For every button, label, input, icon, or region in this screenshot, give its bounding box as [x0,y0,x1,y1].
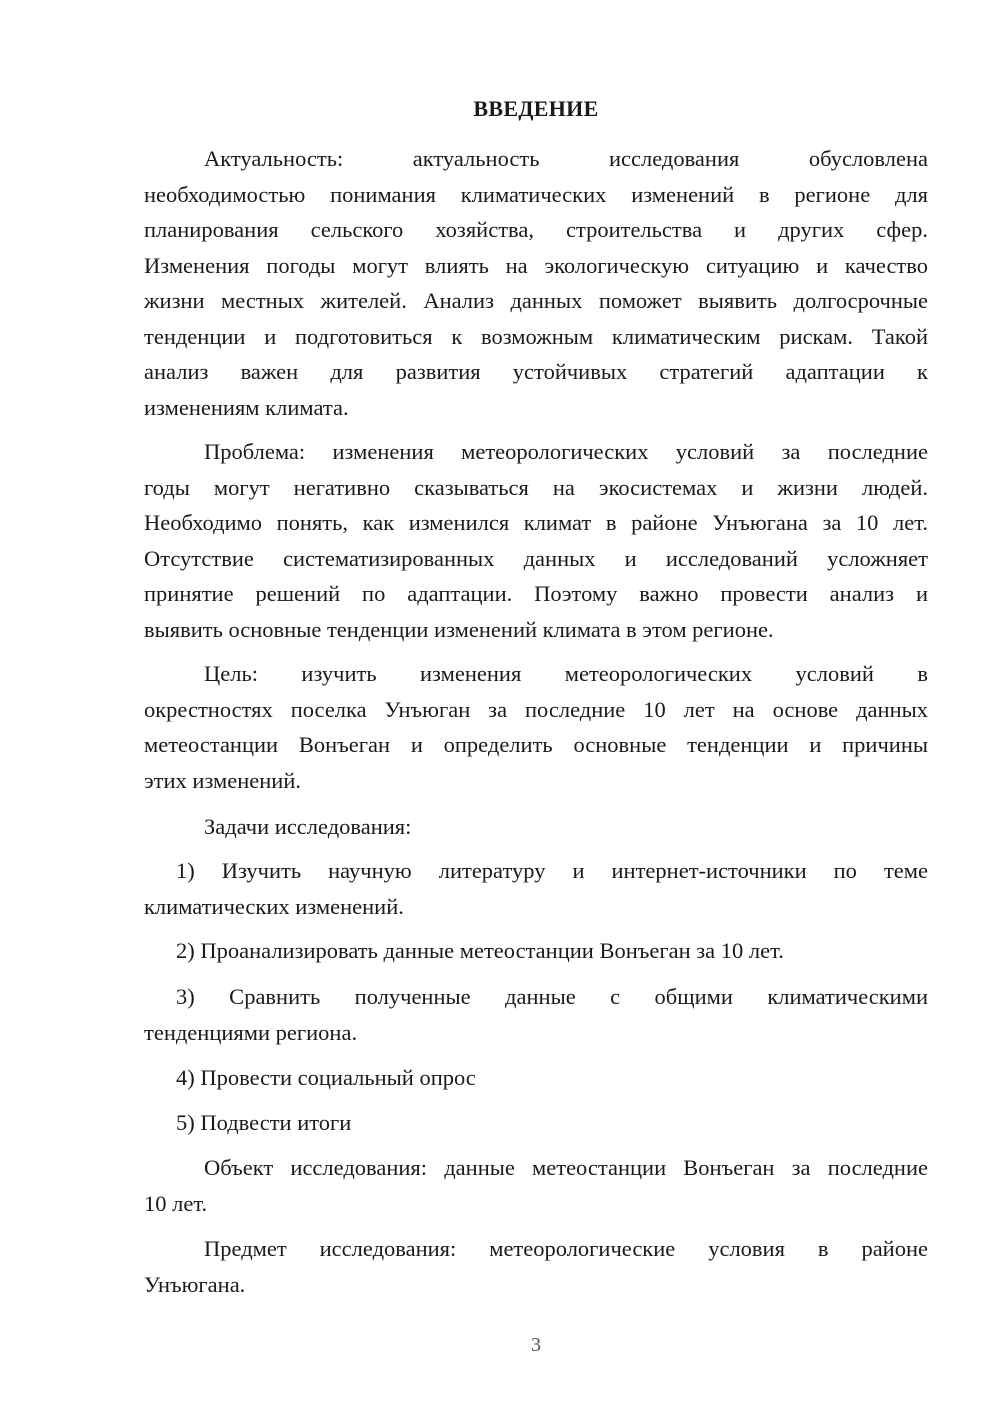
section-title: ВВЕДЕНИЕ [473,96,599,121]
tasks-heading [144,809,928,845]
paragraph-line: Цель: изучить изменения метеорологических условий в [204,661,928,686]
object-paragraph [144,1150,928,1221]
paragraph-line: планирования сельского хозяйства, строительства и других сфер. [144,217,928,242]
paragraph-line: жизни местных жителей. Анализ данных поможет выявить долгосрочные [144,288,928,313]
task-item [144,853,928,924]
paragraph-line: 4) Провести социальный опрос [176,1065,476,1090]
paragraph-line: климатических изменений. [144,893,404,919]
problem-paragraph [144,434,928,647]
paragraph-line: Задачи исследования: [204,814,412,839]
subject-paragraph [144,1231,928,1302]
goal-paragraph [144,656,928,798]
paragraph-line: Изменения погоды могут влиять на экологическую ситуацию и качество [144,252,928,278]
paragraph-line: 2) Проанализировать данные метеостанции Вонъеган за 10 лет. [176,938,784,963]
paragraph-line: 10 лет. [144,1190,208,1216]
paragraph-line: Необходимо понять, как изменился климат в районе Унъюгана за 10 лет. [144,510,928,535]
task-item [144,979,928,1050]
paragraph-line: изменениям климата. [144,394,349,420]
paragraph-line: тенденциями региона. [144,1019,358,1045]
paragraph-line: Предмет исследования: метеорологические условия в районе [204,1236,928,1261]
paragraph-line: принятие решений по адаптации. Поэтому важно провести анализ и [144,581,928,606]
paragraph-line: выявить основные тенденции изменений климата в этом регионе. [144,616,774,642]
paragraph-line: Объект исследования: данные метеостанции Вонъеган за последние [204,1155,928,1180]
relevance-paragraph [144,141,928,425]
paragraph-line: необходимостью понимания климатических изменений в регионе для [144,181,928,207]
paragraph-line: метеостанции Вонъеган и определить основные тенденции и причины [144,732,928,757]
paragraph-line: Отсутствие систематизированных данных и исследований усложняет [144,545,928,571]
paragraph-line: Проблема: изменения метеорологических условий за последние [204,439,928,464]
task-item [144,1105,928,1141]
paragraph-line: тенденции и подготовиться к возможным климатическим рискам. Такой [144,323,928,349]
paragraph-line: окрестностях поселка Унъюган за последние 10 лет на основе данных [144,696,928,722]
paragraph-line: этих изменений. [144,767,302,793]
paragraph-line: Унъюгана. [144,1271,246,1297]
paragraph-line: 5) Подвести итоги [176,1110,352,1135]
paragraph-line: 3) Сравнить полученные данные с общими климатическими [176,984,928,1009]
paragraph-line: анализ важен для развития устойчивых стратегий адаптации к [144,359,928,384]
task-item [144,933,928,969]
page-number: 3 [531,1334,541,1356]
paragraph-line: 1) Изучить научную литературу и интернет-источники по теме [176,858,928,883]
paragraph-line: годы могут негативно сказываться на экосистемах и жизни людей. [144,474,928,500]
paragraph-line: Актуальность: актуальность исследования обусловлена [204,146,928,171]
task-item [144,1060,928,1096]
